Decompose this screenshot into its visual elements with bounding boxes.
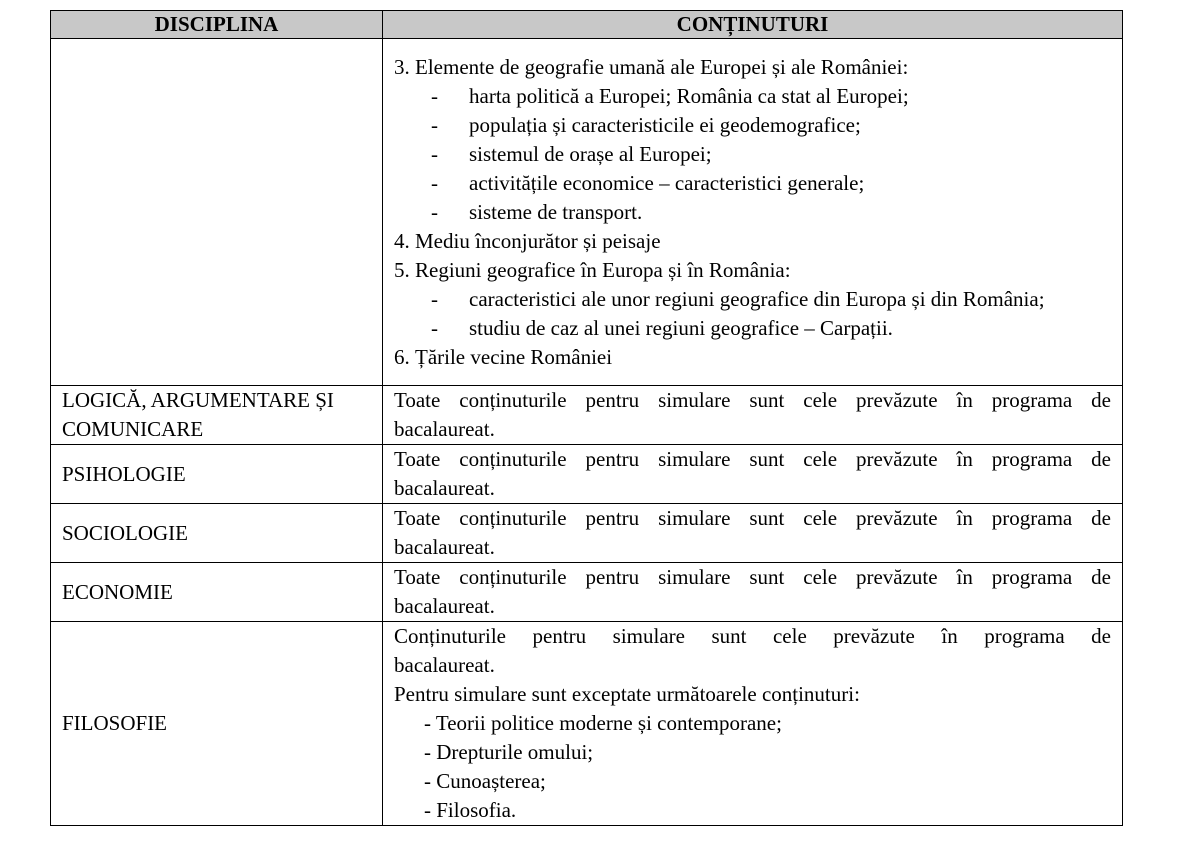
- table-row-filosofie: [51, 622, 1123, 826]
- content-line: bacalaureat.: [394, 476, 495, 500]
- content-line: Toate conținuturile pentru simulare sunt cele prevăzute în programa de: [394, 506, 1111, 530]
- content-line: bacalaureat.: [394, 535, 495, 559]
- list-item: [394, 169, 1111, 198]
- content-cell: [383, 386, 1123, 445]
- list-item: [394, 314, 1111, 343]
- bullet-text: activitățile economice – caracteristici generale;: [469, 170, 865, 195]
- list-item: [394, 82, 1111, 111]
- table-row-geografie: [51, 39, 1123, 386]
- content-cell-geografie: [383, 39, 1123, 386]
- content-line: bacalaureat.: [394, 417, 495, 441]
- bullet-text: harta politică a Europei; România ca stat al Europei;: [469, 83, 909, 108]
- bullet-dash: -: [431, 141, 438, 166]
- discipline-cell: SOCIOLOGIE: [51, 504, 383, 563]
- table-row-economie: [51, 563, 1123, 622]
- list-item: - Filosofia.: [424, 798, 517, 822]
- table-row-sociologie: [51, 504, 1123, 563]
- discipline-cell-empty: [51, 39, 383, 386]
- exceptions-intro: Pentru simulare sunt exceptate următoarele conținuturi:: [394, 682, 860, 706]
- list-item: [394, 111, 1111, 140]
- table-row-logica: [51, 386, 1123, 445]
- bullet-dash: -: [431, 315, 438, 340]
- list-item: [394, 198, 1111, 227]
- table-header-row: [51, 11, 1123, 39]
- content-item-6: 6. Țările vecine României: [394, 344, 613, 369]
- content-cell: [383, 504, 1123, 563]
- content-line: bacalaureat.: [394, 594, 495, 618]
- content-table: [50, 10, 1123, 826]
- content-line: bacalaureat.: [394, 653, 495, 677]
- bullet-dash: -: [431, 170, 438, 195]
- content-line: Conținuturile pentru simulare sunt cele prevăzute în programa de: [394, 624, 1111, 648]
- content-line: Toate conținuturile pentru simulare sunt cele prevăzute în programa de: [394, 447, 1111, 471]
- content-item-3: 3. Elemente de geografie umană ale Europei și ale României:: [394, 54, 909, 79]
- discipline-cell: PSIHOLOGIE: [51, 445, 383, 504]
- content-item-5: 5. Regiuni geografice în Europa și în România:: [394, 257, 791, 282]
- bullet-text: caracteristici ale unor regiuni geografice din Europa și din România;: [469, 286, 1045, 311]
- content-cell: [383, 445, 1123, 504]
- list-item: [394, 140, 1111, 169]
- discipline-cell: FILOSOFIE: [51, 622, 383, 826]
- table-row-psihologie: [51, 445, 1123, 504]
- list-item: [394, 285, 1111, 314]
- header-disciplina: DISCIPLINA: [51, 11, 383, 39]
- content-line: Toate conținuturile pentru simulare sunt cele prevăzute în programa de: [394, 565, 1111, 589]
- bullet-dash: -: [431, 112, 438, 137]
- content-cell: [383, 563, 1123, 622]
- bullet-text: populația și caracteristicile ei geodemografice;: [469, 112, 861, 137]
- bullet-dash: -: [431, 199, 438, 224]
- discipline-cell: ECONOMIE: [51, 563, 383, 622]
- list-item: - Cunoașterea;: [424, 769, 546, 793]
- bullet-text: sisteme de transport.: [469, 199, 643, 224]
- content-item-4: 4. Mediu înconjurător și peisaje: [394, 228, 661, 253]
- discipline-cell: LOGICĂ, ARGUMENTARE ȘI COMUNICARE: [51, 386, 383, 445]
- bullet-text: studiu de caz al unei regiuni geografice – Carpații.: [469, 315, 893, 340]
- list-item: - Teorii politice moderne și contemporane;: [424, 711, 782, 735]
- content-cell: [383, 622, 1123, 826]
- content-line: Toate conținuturile pentru simulare sunt cele prevăzute în programa de: [394, 388, 1111, 412]
- bullet-text: sistemul de orașe al Europei;: [469, 141, 712, 166]
- list-item: - Drepturile omului;: [424, 740, 594, 764]
- bullet-dash: -: [431, 286, 438, 311]
- header-continuturi: CONȚINUTURI: [383, 11, 1123, 39]
- bullet-dash: -: [431, 83, 438, 108]
